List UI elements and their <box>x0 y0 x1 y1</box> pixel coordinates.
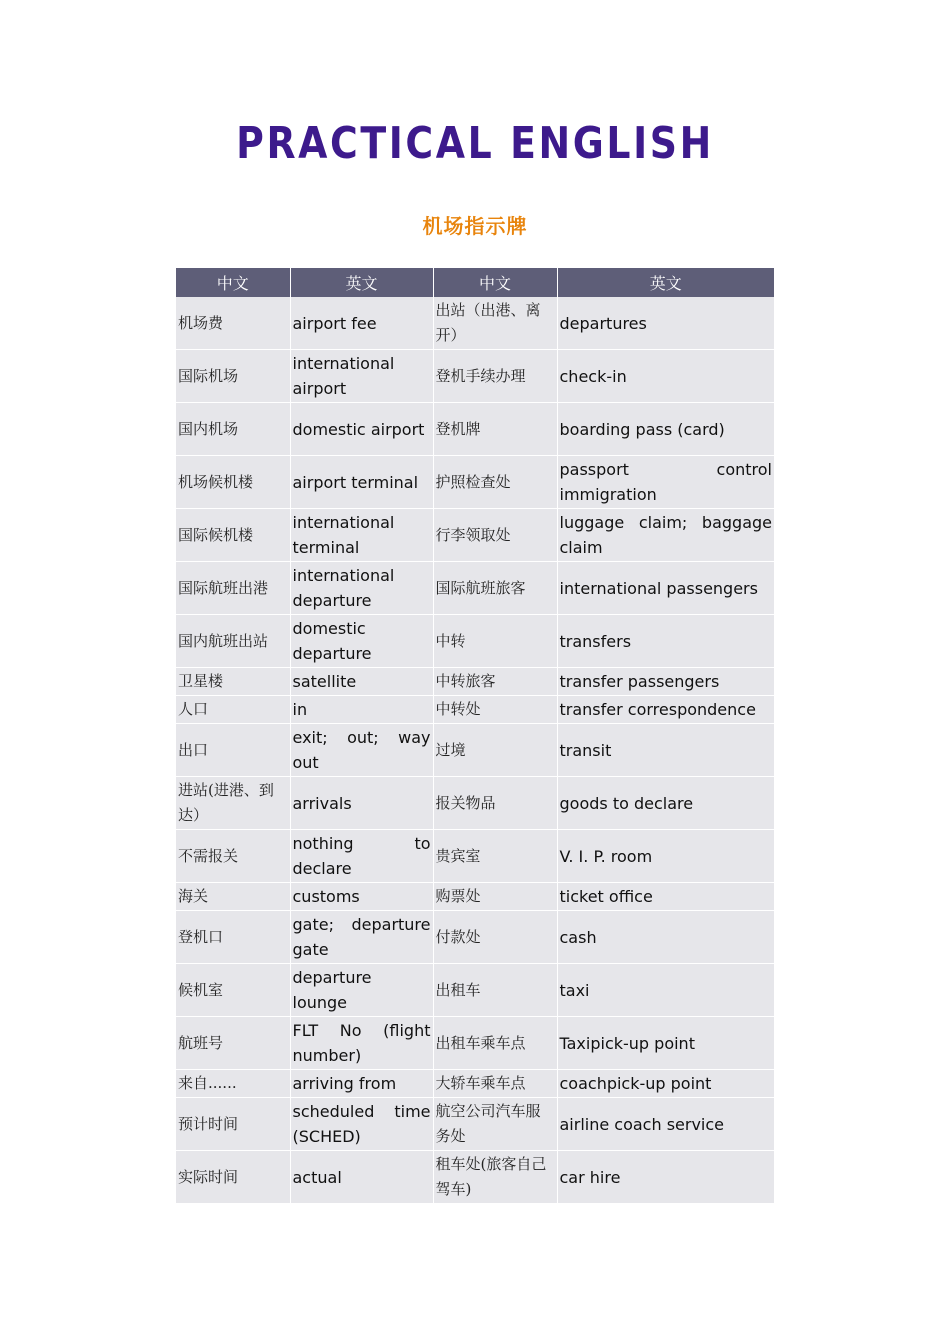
chinese-term-cell: 出站（出港、离开） <box>433 297 557 350</box>
english-term-cell: airport terminal <box>290 456 433 509</box>
table-row <box>176 1151 774 1204</box>
english-term-cell: passport control immigration <box>557 456 774 509</box>
english-term-cell: customs <box>290 883 433 911</box>
table-header-row <box>176 268 774 297</box>
chinese-term-cell: 国际候机楼 <box>176 509 290 562</box>
chinese-term-cell: 进站(进港、到达） <box>176 777 290 830</box>
table-row <box>176 911 774 964</box>
chinese-term-cell: 中转 <box>433 615 557 668</box>
english-term-cell: goods to declare <box>557 777 774 830</box>
english-term-cell: ticket office <box>557 883 774 911</box>
english-term-cell: transfer passengers <box>557 668 774 696</box>
english-term-cell: actual <box>290 1151 433 1204</box>
table-row <box>176 777 774 830</box>
header-chinese-1: 中文 <box>176 268 290 297</box>
english-term-cell: coachpick-up point <box>557 1070 774 1098</box>
table-row <box>176 615 774 668</box>
chinese-term-cell: 海关 <box>176 883 290 911</box>
chinese-term-cell: 出租车 <box>433 964 557 1017</box>
table-row <box>176 1017 774 1070</box>
chinese-term-cell: 人口 <box>176 696 290 724</box>
chinese-term-cell: 大轿车乘车点 <box>433 1070 557 1098</box>
header-chinese-2: 中文 <box>433 268 557 297</box>
table-row <box>176 1098 774 1151</box>
chinese-term-cell: 付款处 <box>433 911 557 964</box>
english-term-cell: check-in <box>557 350 774 403</box>
chinese-term-cell: 机场候机楼 <box>176 456 290 509</box>
chinese-term-cell: 国内航班出站 <box>176 615 290 668</box>
table-row <box>176 964 774 1017</box>
chinese-term-cell: 过境 <box>433 724 557 777</box>
chinese-term-cell: 预计时间 <box>176 1098 290 1151</box>
chinese-term-cell: 租车处(旅客自己驾车) <box>433 1151 557 1204</box>
english-term-cell: airport fee <box>290 297 433 350</box>
english-term-cell: gate; departure gate <box>290 911 433 964</box>
chinese-term-cell: 行李领取处 <box>433 509 557 562</box>
chinese-term-cell: 来自...... <box>176 1070 290 1098</box>
english-term-cell: international departure <box>290 562 433 615</box>
chinese-term-cell: 贵宾室 <box>433 830 557 883</box>
chinese-term-cell: 出租车乘车点 <box>433 1017 557 1070</box>
table-row <box>176 562 774 615</box>
english-term-cell: taxi <box>557 964 774 1017</box>
english-term-cell: cash <box>557 911 774 964</box>
header-english-1: 英文 <box>290 268 433 297</box>
chinese-term-cell: 实际时间 <box>176 1151 290 1204</box>
english-term-cell: boarding pass (card) <box>557 403 774 456</box>
chinese-term-cell: 国际航班出港 <box>176 562 290 615</box>
chinese-term-cell: 机场费 <box>176 297 290 350</box>
page-subtitle: 机场指示牌 <box>422 214 528 238</box>
chinese-term-cell: 登机口 <box>176 911 290 964</box>
chinese-term-cell: 国内机场 <box>176 403 290 456</box>
table-row <box>176 456 774 509</box>
chinese-term-cell: 航班号 <box>176 1017 290 1070</box>
english-term-cell: international terminal <box>290 509 433 562</box>
chinese-term-cell: 中转旅客 <box>433 668 557 696</box>
chinese-term-cell: 国际机场 <box>176 350 290 403</box>
english-term-cell: domestic departure <box>290 615 433 668</box>
english-term-cell: airline coach service <box>557 1098 774 1151</box>
english-term-cell: transfer correspondence <box>557 696 774 724</box>
chinese-term-cell: 护照检查处 <box>433 456 557 509</box>
english-term-cell: V. I. P. room <box>557 830 774 883</box>
english-term-cell: exit; out; way out <box>290 724 433 777</box>
chinese-term-cell: 航空公司汽车服务处 <box>433 1098 557 1151</box>
english-term-cell: luggage claim; baggage claim <box>557 509 774 562</box>
airport-signs-table <box>176 268 774 1204</box>
chinese-term-cell: 候机室 <box>176 964 290 1017</box>
chinese-term-cell: 登机手续办理 <box>433 350 557 403</box>
table-row <box>176 668 774 696</box>
english-term-cell: arrivals <box>290 777 433 830</box>
table-row <box>176 297 774 350</box>
english-term-cell: international airport <box>290 350 433 403</box>
chinese-term-cell: 不需报关 <box>176 830 290 883</box>
table-row <box>176 830 774 883</box>
english-term-cell: transit <box>557 724 774 777</box>
chinese-term-cell: 卫星楼 <box>176 668 290 696</box>
chinese-term-cell: 报关物品 <box>433 777 557 830</box>
english-term-cell: in <box>290 696 433 724</box>
english-term-cell: car hire <box>557 1151 774 1204</box>
chinese-term-cell: 购票处 <box>433 883 557 911</box>
chinese-term-cell: 出口 <box>176 724 290 777</box>
english-term-cell: departure lounge <box>290 964 433 1017</box>
table-row <box>176 696 774 724</box>
table-row <box>176 509 774 562</box>
table-row <box>176 883 774 911</box>
chinese-term-cell: 登机牌 <box>433 403 557 456</box>
english-term-cell: Taxipick-up point <box>557 1017 774 1070</box>
english-term-cell: domestic airport <box>290 403 433 456</box>
table-row <box>176 724 774 777</box>
chinese-term-cell: 中转处 <box>433 696 557 724</box>
english-term-cell: transfers <box>557 615 774 668</box>
english-term-cell: nothing to declare <box>290 830 433 883</box>
table-row <box>176 403 774 456</box>
practical-english-logo: PRACTICAL ENGLISH <box>236 118 714 169</box>
table-row <box>176 350 774 403</box>
table-row <box>176 1070 774 1098</box>
english-term-cell: FLT No (flight number) <box>290 1017 433 1070</box>
english-term-cell: international passengers <box>557 562 774 615</box>
english-term-cell: satellite <box>290 668 433 696</box>
header-english-2: 英文 <box>557 268 774 297</box>
chinese-term-cell: 国际航班旅客 <box>433 562 557 615</box>
table-body <box>176 297 774 1204</box>
english-term-cell: arriving from <box>290 1070 433 1098</box>
english-term-cell: scheduled time (SCHED) <box>290 1098 433 1151</box>
english-term-cell: departures <box>557 297 774 350</box>
